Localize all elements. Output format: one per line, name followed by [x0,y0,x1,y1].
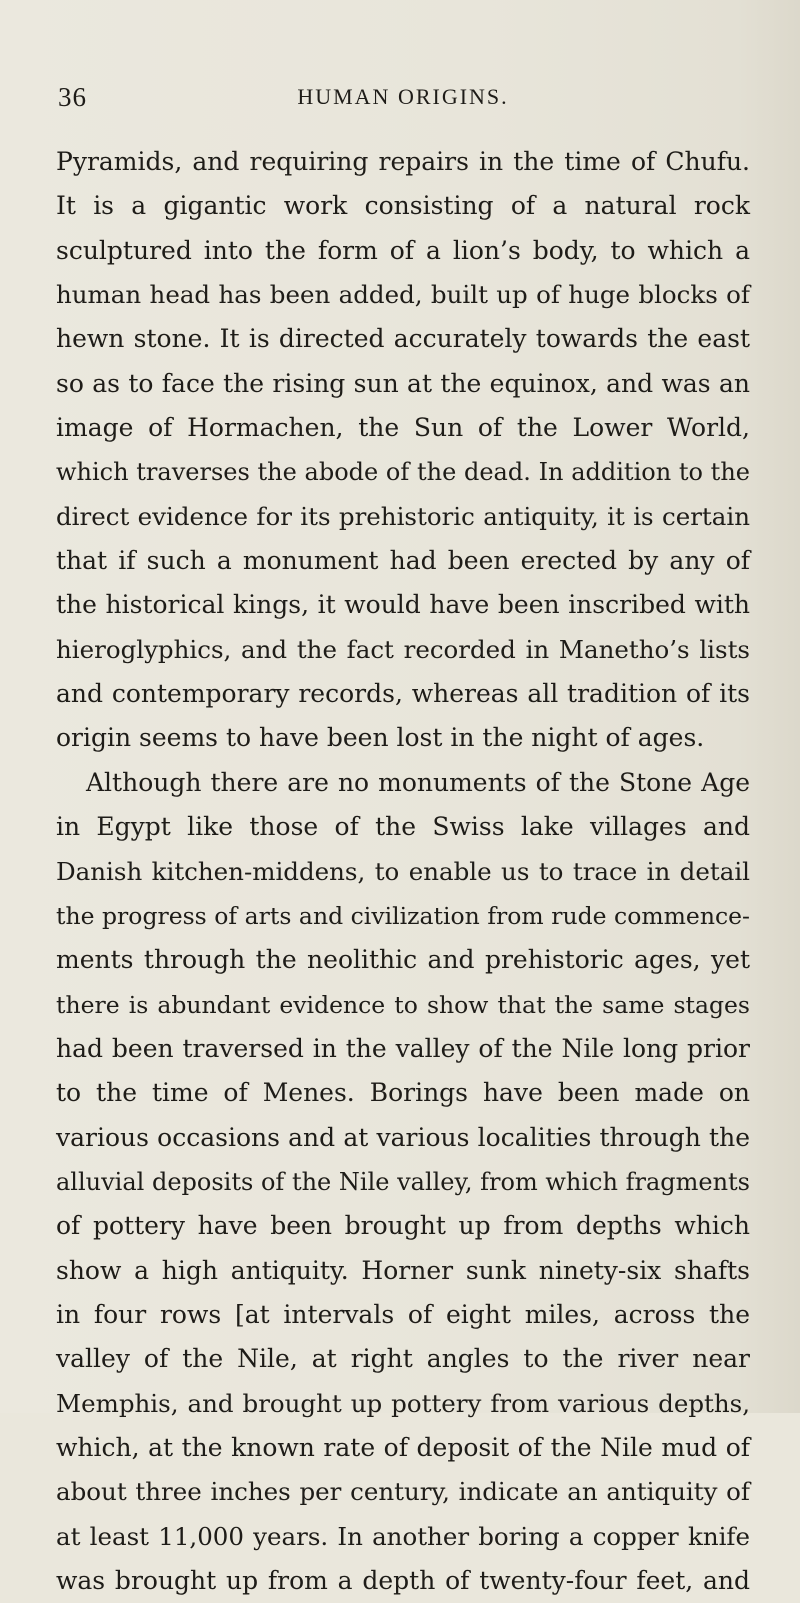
text-line: of pottery have been brought up from depths which [56,1211,750,1241]
text-line: was brought up from a depth of twenty-four feet, and [56,1566,750,1595]
text-line: hieroglyphics, and the fact recorded in Manetho’s lists [56,634,750,664]
text-line: Danish kitchen-middens, to enable us to trace in detail [56,856,750,886]
text-line: and contemporary records, whereas all tradition of its [56,679,750,709]
text-line: Pyramids, and requiring repairs in the time of Chufu. [56,147,750,176]
text-line: so as to face the rising sun at the equinox, and was an [56,368,750,398]
text-line: sculptured into the form of a lion’s body, to which a [56,235,750,265]
text-line: the progress of arts and civilization from rude commence- [56,901,750,930]
text-line: various occasions and at various localities through the [56,1122,750,1152]
paragraph-start-line: Although there are no monuments of the Stone Age [86,767,750,797]
text-line: origin seems to have been lost in the night of ages. [56,723,705,753]
text-line: direct evidence for its prehistoric antiquity, it is certain [56,501,750,531]
text-line: image of Hormachen, the Sun of the Lower World, [56,413,750,443]
text-line: ments through the neolithic and prehistoric ages, yet [56,945,750,975]
text-line: hewn stone. It is directed accurately towards the east [56,324,750,354]
text-line: alluvial deposits of the Nile valley, from which fragments [56,1167,750,1196]
text-line: about three inches per century, indicate an antiquity of [56,1477,750,1507]
text-line: It is a gigantic work consisting of a natural rock [56,191,750,221]
text-line: to the time of Menes. Borings have been made on [56,1078,750,1108]
text-line: valley of the Nile, at right angles to the river near [56,1344,750,1374]
page-number: 36 [58,82,87,112]
text-line: in Egypt like those of the Swiss lake villages and [56,812,750,842]
text-line: in four rows [at intervals of eight miles, across the [56,1299,750,1329]
text-line: there is abundant evidence to show that the same stages [56,990,750,1019]
text-line: which, at the known rate of deposit of the Nile mud of [56,1432,750,1462]
text-line: human head has been added, built up of huge blocks of [56,280,750,310]
text-line: at least 11,000 years. In another boring a copper knife [56,1521,750,1551]
text-line: show a high antiquity. Horner sunk ninety-six shafts [56,1255,750,1285]
body-text [56,140,750,1603]
text-line: Memphis, and brought up pottery from various depths, [56,1388,750,1418]
running-head: HUMAN ORIGINS. [297,84,509,109]
text-line: that if such a monument had been erected by any of [56,546,750,576]
text-line: the historical kings, it would have been inscribed with [56,590,750,620]
text-line: which traverses the abode of the dead. In addition to the [56,458,750,487]
text-line: had been traversed in the valley of the Nile long prior [56,1033,750,1063]
page-header [58,82,748,116]
